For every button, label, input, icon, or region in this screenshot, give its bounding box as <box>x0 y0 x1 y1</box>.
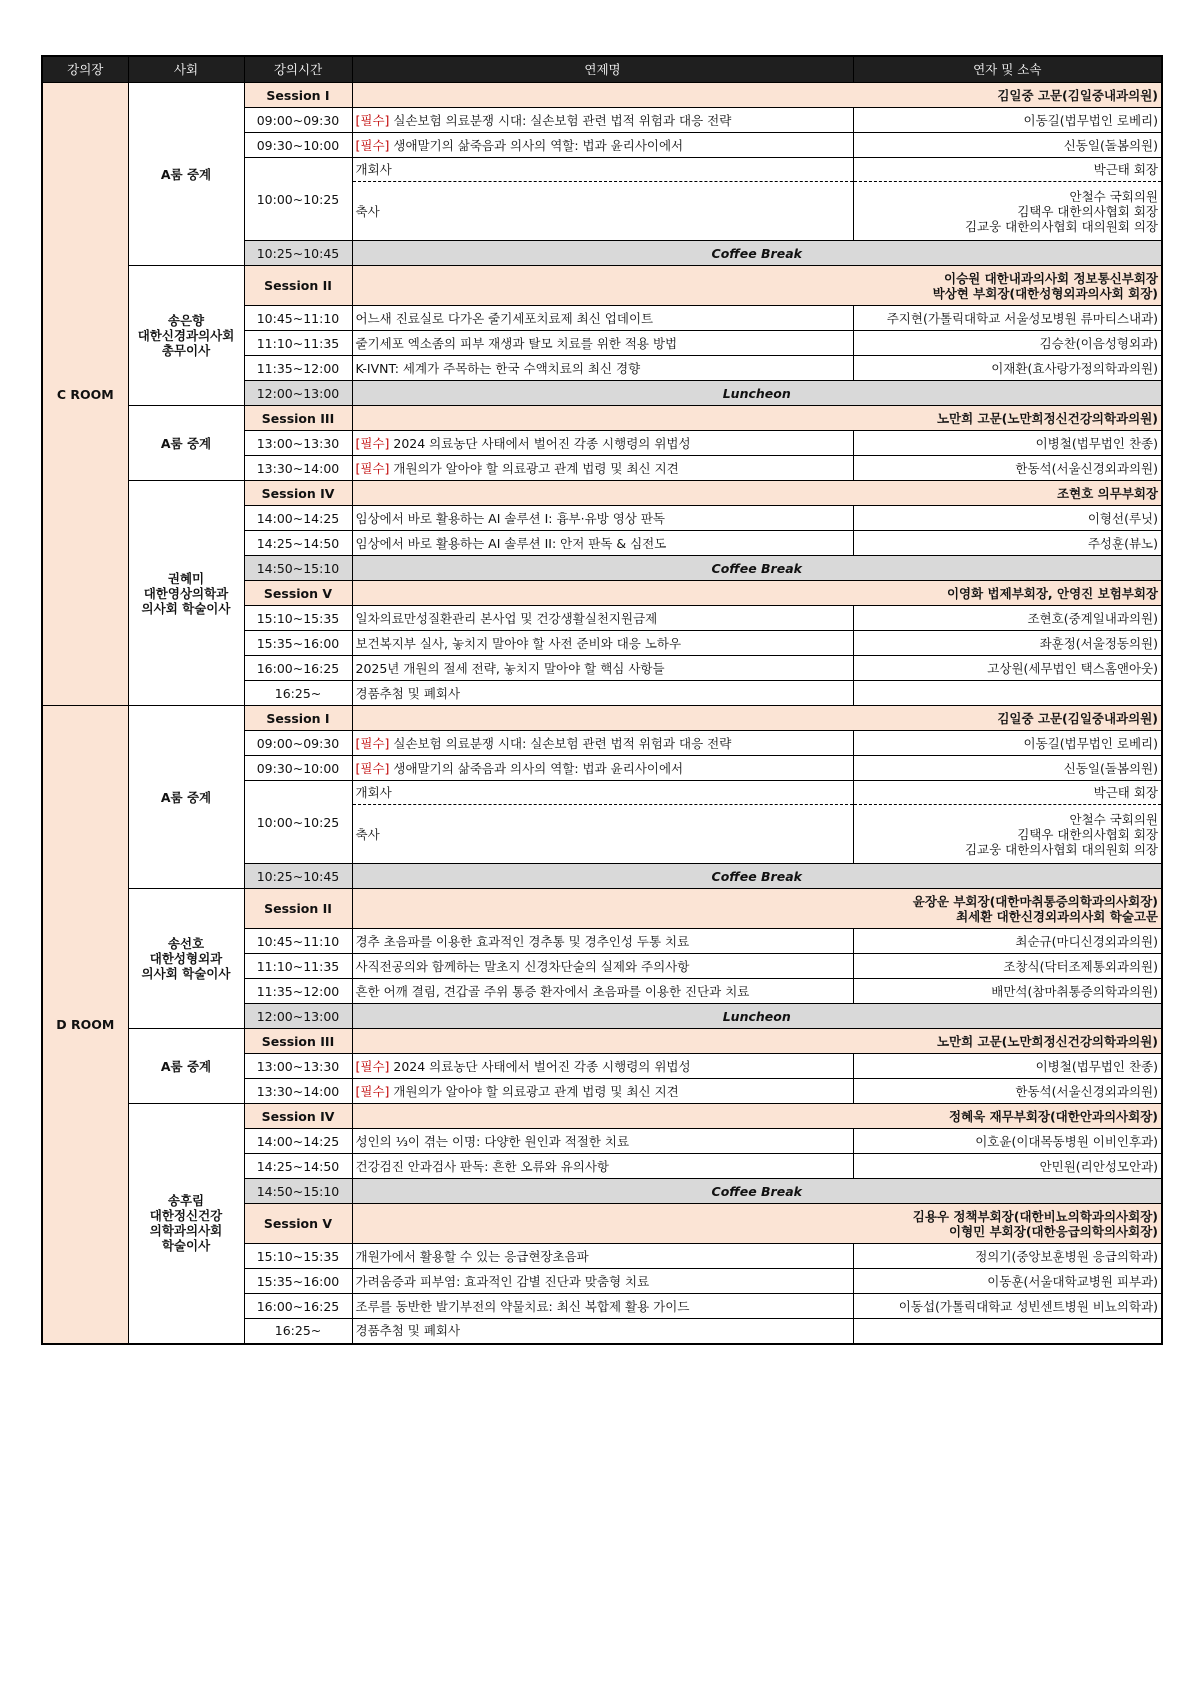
talk-title-text: 2024 의료농단 사태에서 벌어진 각종 시행령의 위법성 <box>393 1058 691 1074</box>
moderator-line: 대한정신건강 <box>149 1208 223 1224</box>
talk-speaker <box>853 681 1162 706</box>
talk-time: 16:25~ <box>244 681 352 706</box>
header-title: 연제명 <box>352 56 853 83</box>
talk-title <box>352 681 853 706</box>
talk-time: 14:00~14:25 <box>244 506 352 531</box>
talk-title <box>352 1244 853 1269</box>
talk-title-text: 생애말기의 삶죽음과 의사의 역할: 법과 윤리사이에서 <box>393 760 684 776</box>
talk-time: 13:30~14:00 <box>244 456 352 481</box>
talk-title-text: 개원의가 알아야 할 의료광고 관계 법령 및 최신 지견 <box>393 460 679 476</box>
session-chair <box>352 266 1162 306</box>
session-label: Session II <box>244 889 352 929</box>
talk-time: 16:25~ <box>244 1319 352 1344</box>
congrats-speakers <box>853 182 1162 241</box>
chair-line: 이형민 부회장(대한응급의학의사회장) <box>949 1223 1158 1239</box>
chair-line: 김일중 고문(김일중내과의원) <box>997 710 1158 726</box>
talk-speaker: 최순규(마디신경외과의원) <box>853 929 1162 954</box>
talk-title-text: 실손보험 의료분쟁 시대: 실손보험 관련 법적 위험과 대응 전략 <box>393 735 732 751</box>
moderator-line: A룸 중계 <box>160 789 212 805</box>
session-label: Session V <box>244 581 352 606</box>
talk-time: 15:10~15:35 <box>244 1244 352 1269</box>
talk-time: 14:25~14:50 <box>244 531 352 556</box>
session-label: Session II <box>244 266 352 306</box>
session-chair <box>352 406 1162 431</box>
header-row <box>42 56 1162 83</box>
chair-line: 박상현 부회장(대한성형외과의사회 회장) <box>932 285 1158 301</box>
talk-speaker: 조창식(닥터조제통외과의원) <box>853 954 1162 979</box>
talk-time: 11:10~11:35 <box>244 954 352 979</box>
moderator-line: 대한신경과의사회 <box>137 328 235 343</box>
talk-speaker: 고상원(세무법인 택스홈앤아웃) <box>853 656 1162 681</box>
talk-title <box>352 133 853 158</box>
chair-line: 이승원 대한내과의사회 정보통신부회장 <box>944 270 1158 286</box>
talk-title-text: 경품추첨 및 폐회사 <box>355 685 461 701</box>
schedule-row <box>42 481 1162 506</box>
talk-speaker: 이동섭(가톨릭대학교 성빈센트병원 비뇨의학과) <box>853 1294 1162 1319</box>
talk-title-text: 생애말기의 삶죽음과 의사의 역할: 법과 윤리사이에서 <box>393 137 684 153</box>
talk-time: 11:35~12:00 <box>244 979 352 1004</box>
talk-title <box>352 1269 853 1294</box>
break-time: 10:25~10:45 <box>244 864 352 889</box>
break-title: Luncheon <box>352 381 1162 406</box>
talk-time: 14:25~14:50 <box>244 1154 352 1179</box>
moderator-cell <box>128 266 244 406</box>
session-chair <box>352 706 1162 731</box>
talk-speaker: 이형선(루닛) <box>853 506 1162 531</box>
opening-label: 개회사 <box>352 158 853 182</box>
talk-speaker: 이호윤(이대목동병원 이비인후과) <box>853 1129 1162 1154</box>
break-title: Coffee Break <box>352 1179 1162 1204</box>
moderator-line: 의사회 학술이사 <box>141 600 231 616</box>
talk-title-text: 2025년 개원의 절세 전략, 놓치지 말아야 할 핵심 사항들 <box>355 660 665 676</box>
talk-title-text: K-IVNT: 세계가 주목하는 한국 수액치료의 최신 경향 <box>355 360 641 376</box>
talk-title-text: 사직전공의와 함께하는 말초지 신경차단술의 실제와 주의사항 <box>355 958 690 974</box>
opening-label: 개회사 <box>352 781 853 805</box>
chair-line: 김일중 고문(김일중내과의원) <box>997 87 1158 103</box>
chair-line: 이영화 법제부회장, 안영진 보험부회장 <box>946 585 1158 601</box>
schedule-row <box>42 266 1162 306</box>
chair-line: 정혜욱 재무부회장(대한안과의사회장) <box>949 1108 1158 1124</box>
moderator-cell <box>128 889 244 1029</box>
break-title: Coffee Break <box>352 241 1162 266</box>
required-tag: [필수] <box>355 760 390 776</box>
talk-title-text: 일차의료만성질환관리 본사업 및 건강생활실천지원금제 <box>355 610 658 626</box>
break-time: 14:50~15:10 <box>244 556 352 581</box>
talk-title <box>352 1294 853 1319</box>
talk-title <box>352 1054 853 1079</box>
talk-speaker: 이동길(법무법인 로베리) <box>853 108 1162 133</box>
session-chair <box>352 481 1162 506</box>
header-speaker: 연자 및 소속 <box>853 56 1162 83</box>
moderator-cell <box>128 481 244 706</box>
talk-time: 09:30~10:00 <box>244 756 352 781</box>
talk-title <box>352 731 853 756</box>
talk-title <box>352 108 853 133</box>
room-name: C ROOM <box>42 83 128 706</box>
required-tag: [필수] <box>355 435 390 451</box>
congrats-speaker: 안철수 국회의원 <box>1069 188 1158 204</box>
talk-speaker: 배만석(참마취통증의학과의원) <box>853 979 1162 1004</box>
talk-speaker: 신동일(돌봄의원) <box>853 133 1162 158</box>
moderator-line: 대한성형외과 <box>149 951 223 966</box>
room-name: D ROOM <box>42 706 128 1344</box>
moderator-cell <box>128 1029 244 1104</box>
talk-title <box>352 1129 853 1154</box>
session-chair <box>352 1204 1162 1244</box>
header-time: 강의시간 <box>244 56 352 83</box>
talk-time: 16:00~16:25 <box>244 1294 352 1319</box>
moderator-line: A룸 중계 <box>160 166 212 182</box>
talk-title <box>352 756 853 781</box>
talk-title <box>352 531 853 556</box>
congrats-speaker: 김택우 대한의사협회 회장 <box>1017 203 1158 219</box>
chair-line: 최세환 대한신경외과의사회 학술고문 <box>956 908 1158 924</box>
moderator-line: A룸 중계 <box>160 1058 212 1074</box>
break-time: 12:00~13:00 <box>244 1004 352 1029</box>
moderator-line: 대한영상의학과 <box>143 585 229 601</box>
talk-title-text: 가려움증과 피부염: 효과적인 감별 진단과 맞춤형 치료 <box>355 1273 650 1289</box>
talk-title <box>352 606 853 631</box>
session-label: Session I <box>244 706 352 731</box>
talk-speaker: 김승찬(이음성형외과) <box>853 331 1162 356</box>
session-chair <box>352 1104 1162 1129</box>
congrats-label: 축사 <box>352 182 853 241</box>
chair-line: 조현호 의무부회장 <box>1057 485 1158 501</box>
talk-speaker: 안민원(리안성모안과) <box>853 1154 1162 1179</box>
moderator-line: 의학과의사회 <box>149 1223 223 1239</box>
talk-title <box>352 431 853 456</box>
talk-time: 13:00~13:30 <box>244 431 352 456</box>
talk-title-text: 실손보험 의료분쟁 시대: 실손보험 관련 법적 위험과 대응 전략 <box>393 112 732 128</box>
chair-line: 노만희 고문(노만희정신건강의학과의원) <box>936 1033 1158 1049</box>
session-chair <box>352 83 1162 108</box>
opening-time: 10:00~10:25 <box>244 158 352 241</box>
talk-title-text: 경품추첨 및 폐회사 <box>355 1323 461 1339</box>
talk-speaker <box>853 1319 1162 1344</box>
congrats-speaker: 안철수 국회의원 <box>1069 811 1158 827</box>
chair-line: 노만희 고문(노만희정신건강의학과의원) <box>936 410 1158 426</box>
moderator-line: 의사회 학술이사 <box>141 966 231 981</box>
required-tag: [필수] <box>355 112 390 128</box>
opening-speaker: 박근태 회장 <box>853 781 1162 805</box>
session-chair <box>352 889 1162 929</box>
talk-speaker: 좌훈정(서울정동의원) <box>853 631 1162 656</box>
congrats-speakers <box>853 805 1162 864</box>
break-time: 14:50~15:10 <box>244 1179 352 1204</box>
talk-time: 16:00~16:25 <box>244 656 352 681</box>
session-label: Session III <box>244 1029 352 1054</box>
talk-title <box>352 656 853 681</box>
moderator-line: 학술이사 <box>161 1238 211 1254</box>
talk-title-text: 개원가에서 활용할 수 있는 응급현장초음파 <box>355 1248 589 1264</box>
talk-speaker: 한동석(서울신경외과의원) <box>853 1079 1162 1104</box>
talk-title-text: 줄기세포 엑소좀의 피부 재생과 탈모 치료를 위한 적용 방법 <box>355 335 678 351</box>
talk-speaker: 이병철(법무법인 찬종) <box>853 1054 1162 1079</box>
talk-time: 15:10~15:35 <box>244 606 352 631</box>
session-chair <box>352 1029 1162 1054</box>
talk-title-text: 성인의 ⅓이 겪는 이명: 다양한 원인과 적절한 치료 <box>355 1133 630 1149</box>
header-room: 강의장 <box>42 56 128 83</box>
moderator-line: A룸 중계 <box>160 435 212 451</box>
moderator-cell <box>128 706 244 889</box>
talk-speaker: 이동훈(서울대학교병원 피부과) <box>853 1269 1162 1294</box>
talk-title-text: 보건복지부 실사, 놓치지 말아야 할 사전 준비와 대응 노하우 <box>355 635 682 651</box>
session-label: Session V <box>244 1204 352 1244</box>
required-tag: [필수] <box>355 137 390 153</box>
talk-title-text: 흔한 어깨 결림, 견갑골 주위 통증 환자에서 초음파를 이용한 진단과 치료 <box>355 983 750 999</box>
header-moderator: 사회 <box>128 56 244 83</box>
talk-title-text: 임상에서 바로 활용하는 AI 솔루션 II: 안저 판독 & 심전도 <box>355 535 667 551</box>
talk-title <box>352 1319 853 1344</box>
moderator-line: 송후림 <box>167 1193 205 1209</box>
talk-time: 09:00~09:30 <box>244 108 352 133</box>
congrats-speaker: 김교웅 대한의사협회 대의원회 의장 <box>964 218 1158 234</box>
talk-title-text: 2024 의료농단 사태에서 벌어진 각종 시행령의 위법성 <box>393 435 691 451</box>
talk-title <box>352 929 853 954</box>
talk-time: 15:35~16:00 <box>244 1269 352 1294</box>
session-chair <box>352 581 1162 606</box>
break-time: 12:00~13:00 <box>244 381 352 406</box>
talk-title-text: 개원의가 알아야 할 의료광고 관계 법령 및 최신 지견 <box>393 1083 679 1099</box>
moderator-cell <box>128 406 244 481</box>
talk-speaker: 이동길(법무법인 로베리) <box>853 731 1162 756</box>
talk-time: 13:00~13:30 <box>244 1054 352 1079</box>
congrats-speaker: 김택우 대한의사협회 회장 <box>1017 826 1158 842</box>
talk-title <box>352 631 853 656</box>
opening-speaker: 박근태 회장 <box>853 158 1162 182</box>
chair-line: 윤장운 부회장(대한마취통증의학과의사회장) <box>912 893 1158 909</box>
session-label: Session IV <box>244 481 352 506</box>
schedule-row <box>42 406 1162 431</box>
talk-speaker: 이병철(법무법인 찬종) <box>853 431 1162 456</box>
chair-line: 김용우 정책부회장(대한비뇨의학과의사회장) <box>912 1208 1158 1224</box>
talk-time: 11:10~11:35 <box>244 331 352 356</box>
moderator-line: 총무이사 <box>161 343 211 358</box>
break-title: Luncheon <box>352 1004 1162 1029</box>
schedule-row <box>42 1029 1162 1054</box>
talk-title <box>352 456 853 481</box>
talk-time: 10:45~11:10 <box>244 306 352 331</box>
talk-time: 09:30~10:00 <box>244 133 352 158</box>
talk-time: 10:45~11:10 <box>244 929 352 954</box>
congrats-label: 축사 <box>352 805 853 864</box>
talk-speaker: 주지현(가톨릭대학교 서울성모병원 류마티스내과) <box>853 306 1162 331</box>
session-label: Session I <box>244 83 352 108</box>
session-label: Session IV <box>244 1104 352 1129</box>
talk-title <box>352 506 853 531</box>
talk-time: 11:35~12:00 <box>244 356 352 381</box>
talk-title <box>352 954 853 979</box>
moderator-line: 송은향 <box>167 313 205 328</box>
talk-speaker: 신동일(돌봄의원) <box>853 756 1162 781</box>
talk-title-text: 건강검진 안과검사 판독: 흔한 오류와 유의사항 <box>355 1158 610 1174</box>
talk-title <box>352 306 853 331</box>
required-tag: [필수] <box>355 735 390 751</box>
talk-time: 15:35~16:00 <box>244 631 352 656</box>
required-tag: [필수] <box>355 1058 390 1074</box>
talk-title-text: 임상에서 바로 활용하는 AI 솔루션 I: 흉부·유방 영상 판독 <box>355 510 665 526</box>
moderator-cell <box>128 1104 244 1344</box>
talk-title <box>352 1079 853 1104</box>
talk-title-text: 경추 초음파를 이용한 효과적인 경추통 및 경추인성 두통 치료 <box>355 933 690 949</box>
talk-title-text: 조루를 동반한 발기부전의 약물치료: 최신 복합제 활용 가이드 <box>355 1298 690 1314</box>
moderator-line: 권혜미 <box>167 570 205 586</box>
talk-title <box>352 356 853 381</box>
schedule-table <box>41 55 1163 1345</box>
talk-speaker: 이재환(효사랑가정의학과의원) <box>853 356 1162 381</box>
break-title: Coffee Break <box>352 864 1162 889</box>
schedule-row <box>42 83 1162 108</box>
break-time: 10:25~10:45 <box>244 241 352 266</box>
talk-title <box>352 1154 853 1179</box>
talk-speaker: 한동석(서울신경외과의원) <box>853 456 1162 481</box>
required-tag: [필수] <box>355 1083 390 1099</box>
talk-time: 14:00~14:25 <box>244 1129 352 1154</box>
talk-title <box>352 331 853 356</box>
opening-time: 10:00~10:25 <box>244 781 352 864</box>
required-tag: [필수] <box>355 460 390 476</box>
talk-title <box>352 979 853 1004</box>
talk-speaker: 주성훈(뷰노) <box>853 531 1162 556</box>
schedule-row <box>42 1104 1162 1129</box>
schedule-body <box>42 83 1162 1344</box>
congrats-speaker: 김교웅 대한의사협회 대의원회 의장 <box>964 841 1158 857</box>
talk-time: 09:00~09:30 <box>244 731 352 756</box>
moderator-cell <box>128 83 244 266</box>
moderator-line: 송선호 <box>167 936 205 951</box>
break-title: Coffee Break <box>352 556 1162 581</box>
talk-speaker: 정의기(중앙보훈병원 응급의학과) <box>853 1244 1162 1269</box>
talk-time: 13:30~14:00 <box>244 1079 352 1104</box>
schedule-row <box>42 706 1162 731</box>
talk-title-text: 어느새 진료실로 다가온 줄기세포치료제 최신 업데이트 <box>355 310 654 326</box>
session-label: Session III <box>244 406 352 431</box>
schedule-row <box>42 889 1162 929</box>
talk-speaker: 조현호(중계일내과의원) <box>853 606 1162 631</box>
